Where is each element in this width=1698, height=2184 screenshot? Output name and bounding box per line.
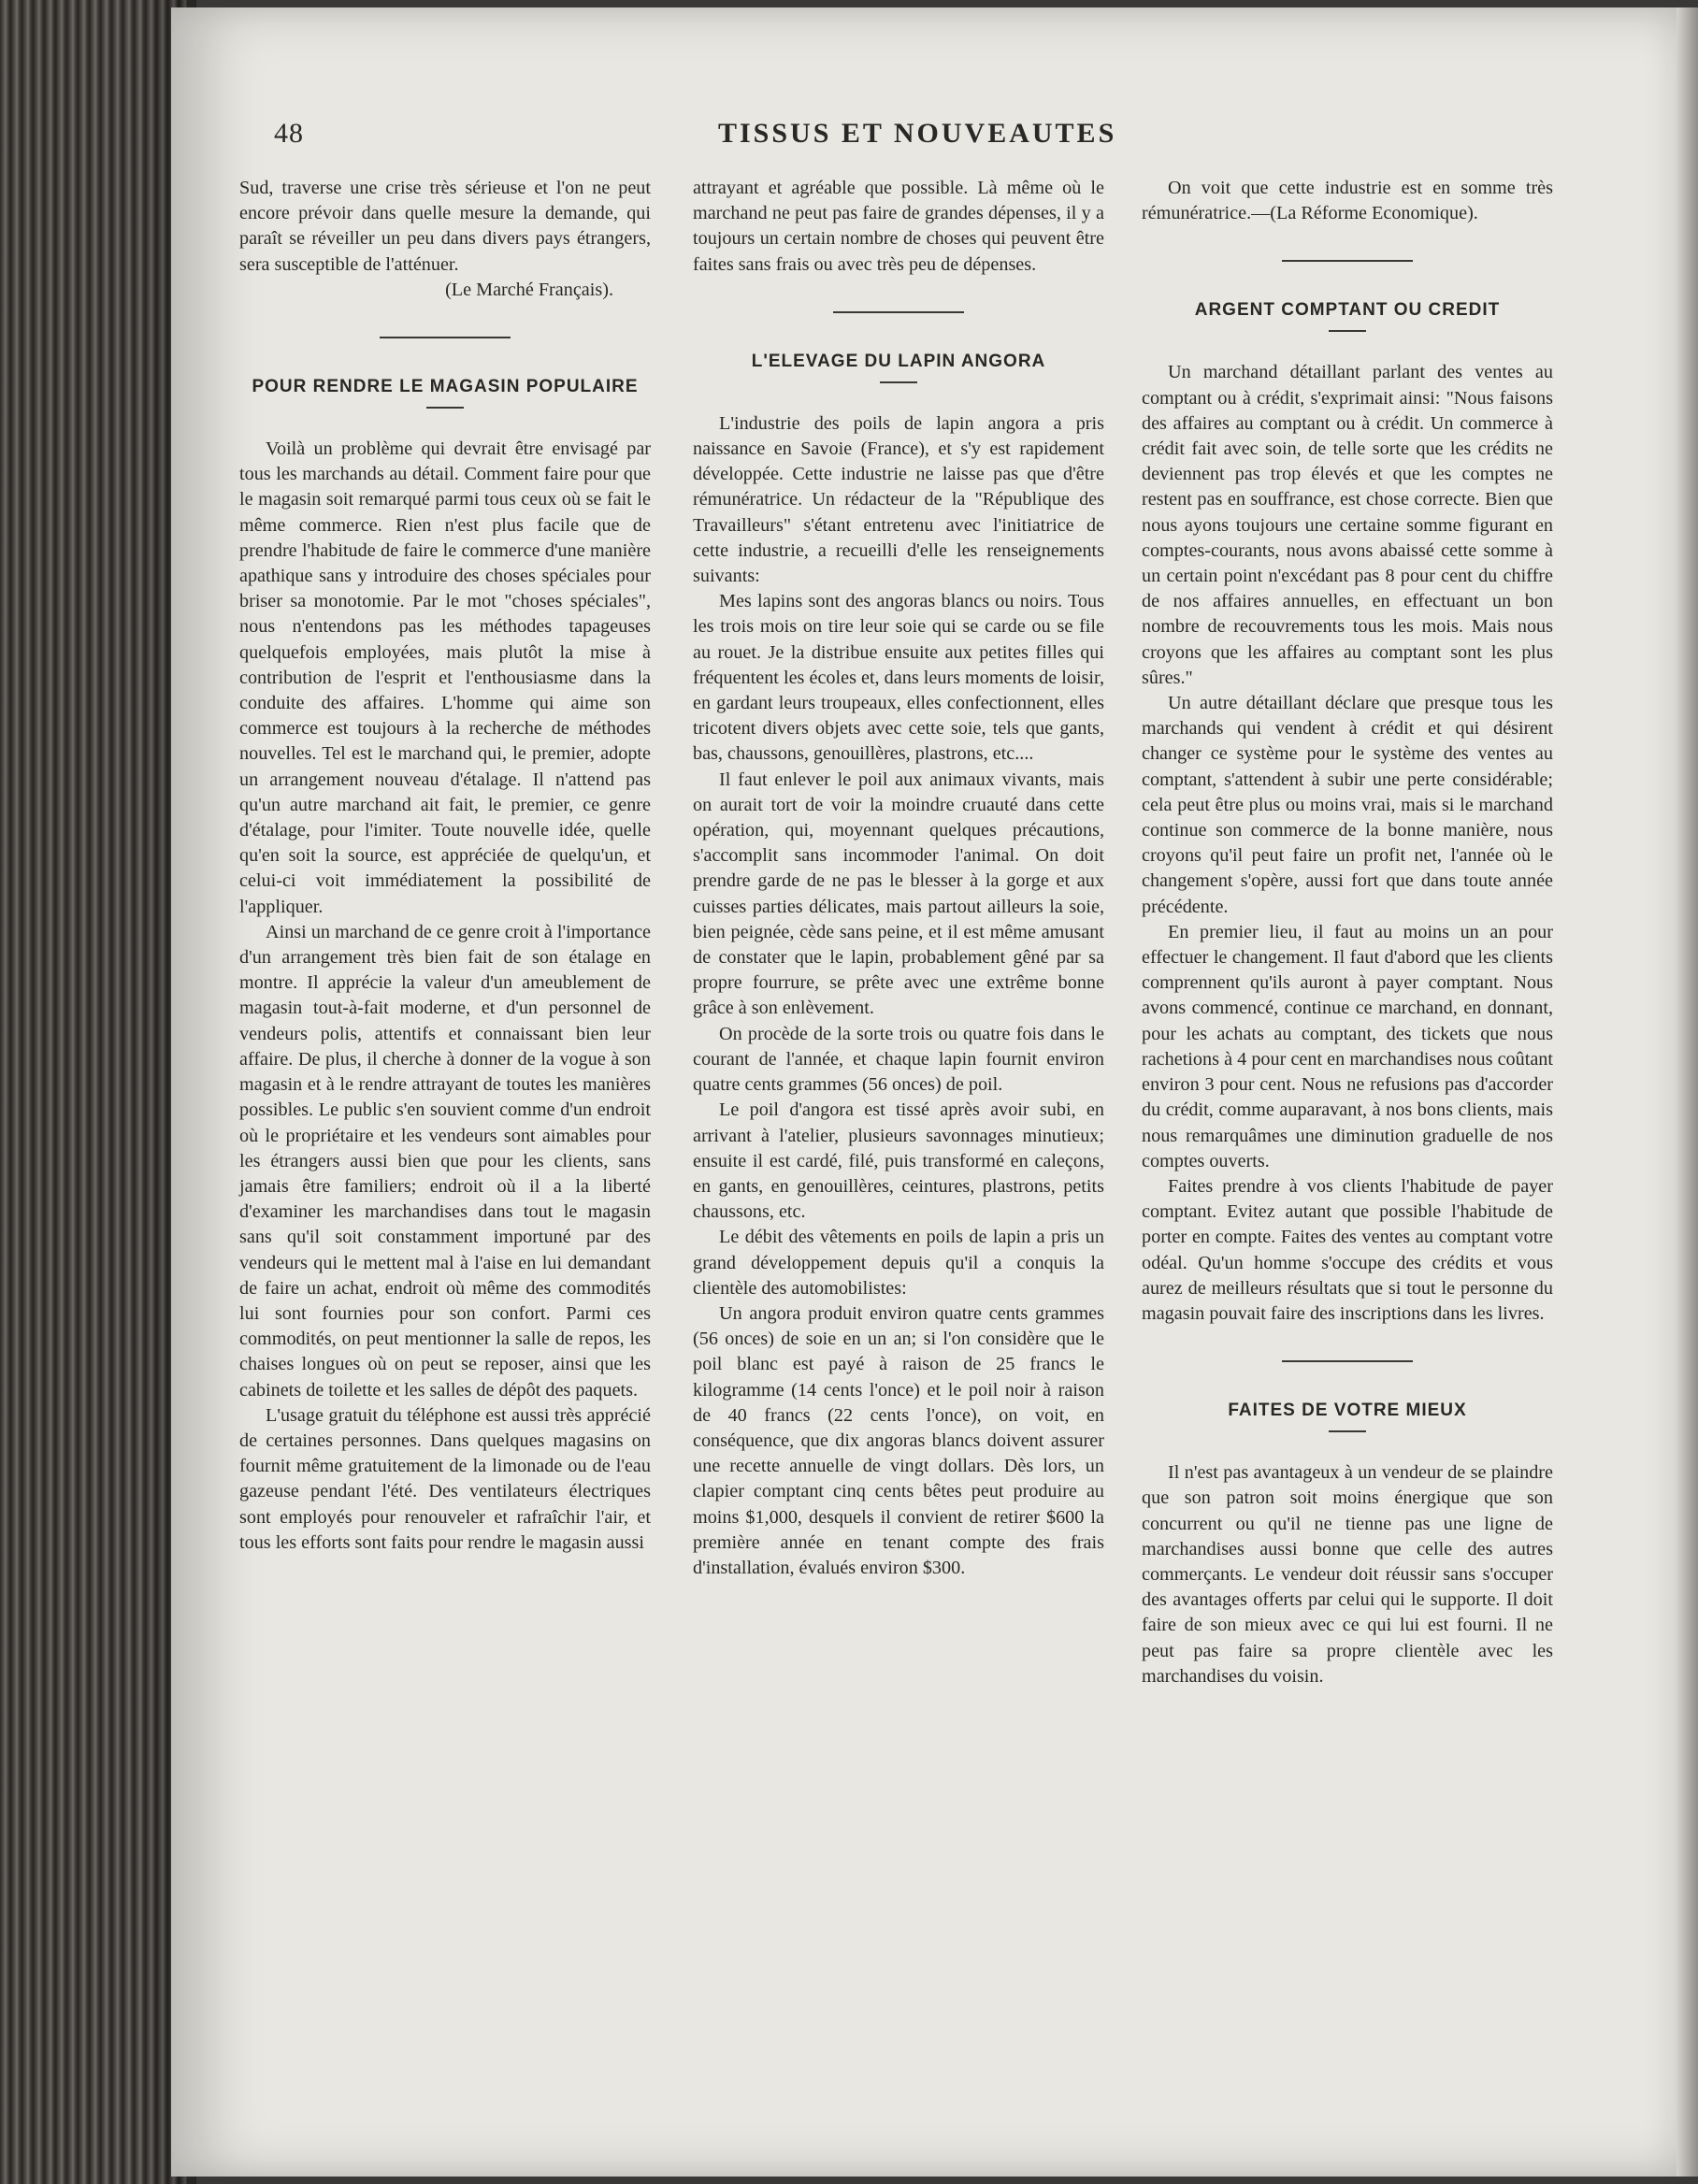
heading-dash <box>1329 330 1366 332</box>
article-heading: L'ELEVAGE DU LAPIN ANGORA <box>751 351 1046 371</box>
body-paragraph: Un angora produit environ quatre cents grammes (56 onces) de soie en un an; si l'on considère que le poil blanc est payé à raison de 25 francs le kilogramme (14 cents l'once) et le poil noir à raison de 40 francs (22 cents l'once), on voit, en conséquence, que dix angoras blancs doivent assurer une recette annuelle de vingt dollars. Dès lors, un clapier comptant cinq cents bêtes peut produire au moins $1,000, desquels il convient de retirer $600 la première année en tenant compte des frais d'installation, évalués environ $300. <box>693 1302 1104 1578</box>
continued-paragraph: On voit que cette industrie est en somme très rémunératrice.—(La Réforme Economique). <box>1142 178 1553 224</box>
heading-dash <box>1329 1430 1366 1432</box>
continued-paragraph: attrayant et agréable que possible. Là même où le marchand ne peut pas faire de grandes dépenses, il y a toujours un certain nombre de choses qui peuvent être faites sans frais ou avec très peu de dépenses. <box>693 178 1104 275</box>
running-head-title: TISSUS ET NOUVEAUTES <box>718 118 1117 149</box>
text-column-right <box>1142 176 1553 1689</box>
page-edge <box>1676 7 1698 2177</box>
article-heading: POUR RENDRE LE MAGASIN POPULAIRE <box>252 377 639 397</box>
body-paragraph: L'industrie des poils de lapin angora a pris naissance en Savoie (France), et s'y est rapidement développée. Cette industrie ne laisse pas que d'être rémunératrice. Un rédacteur de la "République des Travailleurs" s'étant entretenu avec l'initiatrice de cette industrie, a recueilli d'elle les renseignements suivants: <box>693 412 1104 587</box>
heading-dash <box>880 381 917 383</box>
section-divider <box>1282 1360 1413 1362</box>
section-divider <box>1282 260 1413 262</box>
body-paragraph: Il n'est pas avantageux à un vendeur de se plaindre que son patron soit moins énergique que son concurrent ou qu'il ne tienne pas une ligne de marchandises aussi bonne que celle des autres commerçants. Le vendeur doit réussir sans s'occuper des avantages offerts par celui qui le supporte. Il doit faire de son mieux avec ce qui lui est fourni. Il ne peut pas faire sa propre clientèle avec les marchandises du voisin. <box>1142 1462 1553 1687</box>
continued-paragraph: Sud, traverse une crise très sérieuse et l'on ne peut encore prévoir dans quelle mesure la demande, qui paraît se réveiller un peu dans divers pays étrangers, sera susceptible de l'atténuer. <box>239 178 651 275</box>
body-paragraph: Faites prendre à vos clients l'habitude de payer comptant. Evitez autant que possible l'habitude de porter en compte. Faites des ventes au comptant votre odéal. Qu'un homme s'occupe des crédits et vous aurez de meilleurs résultats que si tout le personne du magasin pouvait faire des inscriptions dans les livres. <box>1142 1175 1553 1324</box>
text-column-left <box>239 176 651 1556</box>
body-paragraph: Voilà un problème qui devrait être envisagé par tous les marchands au détail. Comment faire pour que le magasin soit remarqué parmi tous ceux où se fait le même commerce. Rien n'est plus facile que de prendre l'habitude de faire le commerce d'une manière apathique sans y introduire des choses spéciales pour briser sa monotomie. Par le mot "choses spéciales", nous n'entendons pas les méthodes tapageuses quelquefois employées, mais plutôt la mise à contribution de l'esprit et l'enthousiasme dans la conduite des affaires. L'homme qui aime son commerce est toujours à la recherche de méthodes nouvelles. Tel est le marchand qui, le premier, adopte un arrangement nouveau d'étalage. Il n'attend pas qu'un autre marchand ait fait, le premier, ce genre d'étalage, pour l'imiter. Toute nouvelle idée, quelle qu'en soit la source, est appréciée de quelqu'un, et celui-ci voit immédiatement la possibilité de l'appliquer. <box>239 438 651 917</box>
body-paragraph: Mes lapins sont des angoras blancs ou noirs. Tous les trois mois on tire leur soie qui se carde ou se file au rouet. Je la distribue ensuite aux petites filles qui fréquentent les écoles et, dans leurs moments de loisir, en gardant leurs troupeaux, elles confectionnent, elles tricotent divers objets avec cette soie, tels que gants, bas, chaussons, genouillères, plastrons, etc.... <box>693 591 1104 765</box>
document-page <box>171 7 1676 2177</box>
section-divider <box>833 311 964 313</box>
article-heading: ARGENT COMPTANT OU CREDIT <box>1194 300 1501 321</box>
page-number: 48 <box>274 118 304 149</box>
body-paragraph: Un marchand détaillant parlant des ventes au comptant ou à crédit, s'exprimait ainsi: "Nous faisons des affaires au comptant ou à crédit. Un commerce à crédit fait avec soin, de telle sorte que les crédits ne deviennent pas trop élevés et que les comptes ne restent pas en souffrance, est chose correcte. Bien que nous ayons toujours une certaine somme figurant en comptes-courants, nous avons abaissé cette somme à un certain point n'excédant pas 8 pour cent du chiffre de nos affaires annuelles, en effectuant un bon nombre de recouvrements tous les mois. Mais nous croyons que les affaires au comptant sont les plus sûres." <box>1142 362 1553 688</box>
body-paragraph: Il faut enlever le poil aux animaux vivants, mais on aurait tort de voir la moindre cruauté dans cette opération, qui, moyennant quelques précautions, s'accomplit sans incommoder l'animal. On doit prendre garde de ne pas le blesser à la gorge et aux cuisses parties délicates, mais partout ailleurs la soie, bien peignée, cède sans peine, et il est même amusant de constater que le lapin, probablement gêné par sa propre fourrure, se prête avec une extrême bonne grâce à son enlèvement. <box>693 769 1104 1019</box>
body-paragraph: En premier lieu, il faut au moins un an pour effectuer le changement. Il faut d'abord que les clients comprennent qu'ils auront à payer comptant. Nous avons commencé, continue ce marchand, en donnant, pour les achats au comptant, des tickets que nous rachetions à 4 pour cent en marchandises nous coûtant environ 3 pour cent. Nous ne refusions pas d'accorder du crédit, comme auparavant, à nos bons clients, mais nous remarquâmes une diminution graduelle de nos comptes ouverts. <box>1142 921 1553 1171</box>
body-paragraph: On procède de la sorte trois ou quatre fois dans le courant de l'année, et chaque lapin fournit environ quatre cents grammes (56 onces) de poil. <box>693 1023 1104 1096</box>
article-heading: FAITES DE VOTRE MIEUX <box>1228 1401 1467 1421</box>
source-citation: (Le Marché Français). <box>445 279 613 300</box>
text-column-middle <box>693 176 1104 1581</box>
body-paragraph: Le débit des vêtements en poils de lapin a pris un grand développement depuis qu'il a conquis la clientèle des automobilistes: <box>693 1227 1104 1299</box>
heading-dash <box>426 407 464 409</box>
body-paragraph: Un autre détaillant déclare que presque tous les marchands qui vendent à crédit et qui désirent changer ce système pour le système des ventes au comptant, s'attendent à subir une perte considérable; cela peut être plus ou moins vrai, mais si le marchand continue son commerce de la bonne manière, nous croyons qu'il peut faire un profit net, l'année où le changement s'opère, aussi fort que dans toute année précédente. <box>1142 693 1553 917</box>
body-paragraph: Ainsi un marchand de ce genre croit à l'importance d'un arrangement très bien fait de son étalage en montre. Il apprécie la valeur d'un ameublement de magasin tout-à-fait moderne, et d'un personnel de vendeurs polis, attentifs et connaissant bien leur affaire. De plus, il cherche à donner de la vogue à son magasin et à le rendre attrayant de toutes les manières possibles. Le public s'en souvient comme d'un endroit où le propriétaire et les vendeurs sont aimables pour les étrangers aussi bien que pour les clients, sans jamais être familiers; endroit où il a la liberté d'examiner les marchandises dans tout le magasin sans qu'il soit constamment importuné par des vendeurs qui le mettent mal à l'aise en lui demandant de faire un achat, endroit où même des commodités lui sont fournies pour son confort. Parmi ces commodités, on peut mentionner la salle de repos, les chaises longues où on peut se reposer, ainsi que les cabinets de toilette et les salles de dépôt des paquets. <box>239 921 651 1401</box>
body-paragraph: L'usage gratuit du téléphone est aussi très apprécié de certaines personnes. Dans quelques magasins on fournit même gratuitement de la limonade ou de l'eau gazeuse pendant l'été. Des ventilateurs électriques sont employés pour renouveler et rafraîchir l'air, et tous les efforts sont faits pour rendre le magasin aussi <box>239 1404 651 1553</box>
section-divider <box>380 337 511 338</box>
body-paragraph: Le poil d'angora est tissé après avoir subi, en arrivant à l'atelier, plusieurs savonnages minutieux; ensuite il est cardé, filé, puis transformé en caleçons, en gants, en genouillères, ceintures, plastrons, petits chaussons, etc. <box>693 1099 1104 1223</box>
